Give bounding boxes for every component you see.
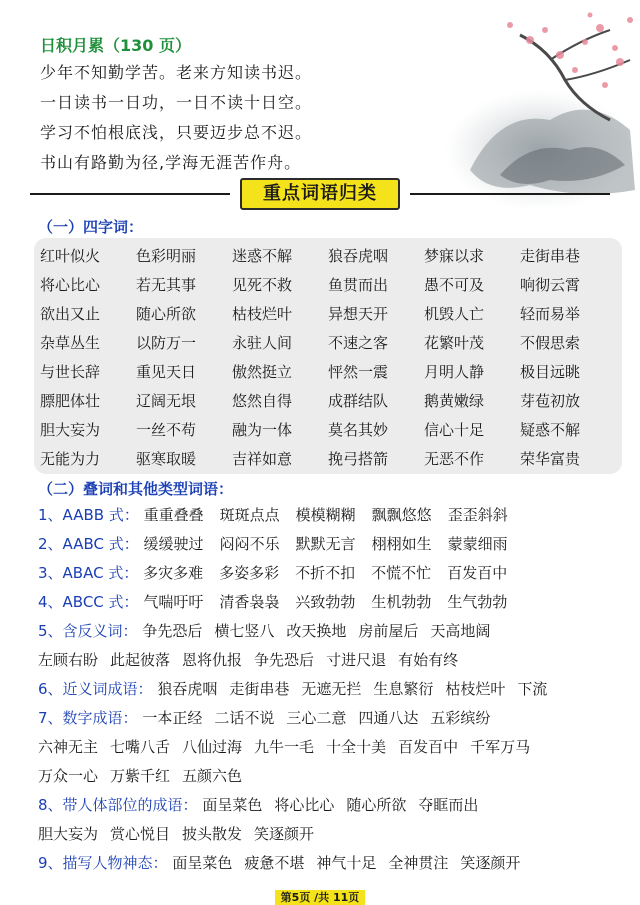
word: 信心十足 (424, 421, 485, 439)
word: 悠然自得 (232, 392, 293, 410)
word: 栩栩如生 (371, 535, 432, 553)
word: 面呈菜色 (202, 796, 263, 814)
banner-divider-left (30, 193, 230, 195)
word: 枯枝烂叶 (232, 305, 293, 323)
word: 赏心悦目 (110, 825, 171, 843)
word: 此起彼落 (110, 651, 171, 669)
category-antonym-cont (38, 646, 618, 675)
word: 成群结队 (328, 392, 389, 410)
word: 寸进尺退 (326, 651, 387, 669)
word: 清香袅袅 (219, 593, 280, 611)
word: 九牛一毛 (254, 738, 315, 756)
four-char-words-grid (40, 242, 620, 474)
word: 重重叠叠 (143, 506, 204, 524)
word-categories (38, 501, 618, 878)
word: 杂草丛生 (40, 334, 101, 352)
word: 轻而易举 (520, 305, 581, 323)
poem-line: 书山有路勤为径,学海无涯苦作舟。 (40, 153, 302, 172)
category-numbers-cont2 (38, 762, 618, 791)
word: 多姿多彩 (219, 564, 280, 582)
category-label: 6、近义词成语： (38, 680, 153, 698)
word: 不假思索 (520, 334, 581, 352)
word: 迷惑不解 (232, 247, 293, 265)
category-label: 2、AABC 式： (38, 535, 139, 553)
word: 天高地阔 (430, 622, 491, 640)
word: 恩将仇报 (182, 651, 243, 669)
section2-title: （二）叠词和其他类型词语： (38, 480, 234, 498)
word: 闷闷不乐 (219, 535, 280, 553)
word: 横七竖八 (214, 622, 275, 640)
word: 有始有终 (398, 651, 459, 669)
category-synonym (38, 675, 618, 704)
word: 面呈菜色 (172, 854, 233, 872)
word-row (40, 387, 620, 416)
word: 多灾多难 (143, 564, 204, 582)
word: 不折不扣 (295, 564, 356, 582)
word: 飘飘悠悠 (371, 506, 432, 524)
word: 披头散发 (182, 825, 243, 843)
word: 五彩缤纷 (430, 709, 491, 727)
category-abcc (38, 588, 618, 617)
word: 疲惫不堪 (244, 854, 305, 872)
word: 二话不说 (214, 709, 275, 727)
word: 万紫千红 (110, 767, 171, 785)
word: 走街串巷 (229, 680, 290, 698)
word: 怦然一震 (328, 363, 389, 381)
poem-title: 日积月累（130 页） (40, 36, 191, 55)
word: 芽苞初放 (520, 392, 581, 410)
word: 疑惑不解 (520, 421, 581, 439)
word: 气喘吁吁 (143, 593, 204, 611)
category-antonym (38, 617, 618, 646)
page-number: 第5页 /共 11页 (275, 890, 366, 905)
word: 膘肥体壮 (40, 392, 101, 410)
word: 愚不可及 (424, 276, 485, 294)
poem-line: 少年不知勤学苦。老来方知读书迟。 (40, 63, 313, 82)
word: 笑逐颜开 (254, 825, 315, 843)
word: 梦寐以求 (424, 247, 485, 265)
word: 见死不救 (232, 276, 293, 294)
word: 挽弓搭箭 (328, 450, 389, 468)
word: 随心所欲 (136, 305, 197, 323)
word: 不慌不忙 (371, 564, 432, 582)
banner-divider-right (410, 193, 610, 195)
word: 鹅黄嫩绿 (424, 392, 485, 410)
category-label: 3、ABAC 式： (38, 564, 139, 582)
category-aabc (38, 530, 618, 559)
word-row (40, 329, 620, 358)
word: 无能为力 (40, 450, 101, 468)
category-label: 8、带人体部位的成语： (38, 796, 198, 814)
word: 随心所欲 (346, 796, 407, 814)
category-label: 5、含反义词： (38, 622, 138, 640)
word: 蒙蒙细雨 (447, 535, 508, 553)
category-numbers-cont (38, 733, 618, 762)
category-body-parts-cont (38, 820, 618, 849)
word: 色彩明丽 (136, 247, 197, 265)
word: 默默无言 (295, 535, 356, 553)
word: 争先恐后 (142, 622, 203, 640)
word-row (40, 445, 620, 474)
word: 生息繁衍 (373, 680, 434, 698)
word: 全神贯注 (388, 854, 449, 872)
word: 百发百中 (398, 738, 459, 756)
word: 八仙过海 (182, 738, 243, 756)
word: 神气十足 (316, 854, 377, 872)
word: 枯枝烂叶 (445, 680, 506, 698)
word-row (40, 358, 620, 387)
word: 吉祥如意 (232, 450, 293, 468)
word: 走街串巷 (520, 247, 581, 265)
word: 永驻人间 (232, 334, 293, 352)
word: 荣华富贵 (520, 450, 581, 468)
word: 十全十美 (326, 738, 387, 756)
word: 生机勃勃 (371, 593, 432, 611)
word-row (40, 271, 620, 300)
word: 胆大妄为 (38, 825, 99, 843)
word: 模模糊糊 (295, 506, 356, 524)
word: 重见天日 (136, 363, 197, 381)
word: 三心二意 (286, 709, 347, 727)
word: 七嘴八舌 (110, 738, 171, 756)
word: 无恶不作 (424, 450, 485, 468)
word: 夺眶而出 (418, 796, 479, 814)
word: 月明人静 (424, 363, 485, 381)
daily-accumulation-poem (40, 34, 440, 178)
word: 万众一心 (38, 767, 99, 785)
word: 若无其事 (136, 276, 197, 294)
word-row (40, 300, 620, 329)
word: 歪歪斜斜 (447, 506, 508, 524)
word: 与世长辞 (40, 363, 101, 381)
word: 一丝不苟 (136, 421, 197, 439)
word: 异想天开 (328, 305, 389, 323)
word: 以防万一 (136, 334, 197, 352)
word: 争先恐后 (254, 651, 315, 669)
page-footer (0, 886, 640, 905)
word: 红叶似火 (40, 247, 101, 265)
category-label: 4、ABCC 式： (38, 593, 139, 611)
word: 融为一体 (232, 421, 293, 439)
word: 将心比心 (40, 276, 101, 294)
section-banner-row (30, 178, 610, 210)
word: 傲然挺立 (232, 363, 293, 381)
word: 胆大妄为 (40, 421, 101, 439)
word: 千军万马 (470, 738, 531, 756)
word: 百发百中 (447, 564, 508, 582)
word: 狼吞虎咽 (328, 247, 389, 265)
word: 响彻云霄 (520, 276, 581, 294)
word: 生气勃勃 (447, 593, 508, 611)
word: 五颜六色 (182, 767, 243, 785)
word: 六神无主 (38, 738, 99, 756)
word: 一本正经 (142, 709, 203, 727)
word: 不速之客 (328, 334, 389, 352)
word: 驱寒取暖 (136, 450, 197, 468)
word: 笑逐颜开 (460, 854, 521, 872)
word: 狼吞虎咽 (157, 680, 218, 698)
word: 斑斑点点 (219, 506, 280, 524)
category-abac (38, 559, 618, 588)
word: 缓缓驶过 (143, 535, 204, 553)
category-body-parts (38, 791, 618, 820)
word: 四通八达 (358, 709, 419, 727)
category-label: 1、AABB 式： (38, 506, 139, 524)
word: 无遮无拦 (301, 680, 362, 698)
word: 下流 (517, 680, 548, 698)
word-row (40, 242, 620, 271)
category-label: 9、描写人物神态： (38, 854, 168, 872)
word-row (40, 416, 620, 445)
word: 辽阔无垠 (136, 392, 197, 410)
word: 左顾右盼 (38, 651, 99, 669)
poem-line: 学习不怕根底浅，只要迈步总不迟。 (40, 123, 313, 142)
word: 鱼贯而出 (328, 276, 389, 294)
category-label: 7、数字成语： (38, 709, 138, 727)
word: 房前屋后 (358, 622, 419, 640)
word: 莫名其妙 (328, 421, 389, 439)
word: 花繁叶茂 (424, 334, 485, 352)
word: 极目远眺 (520, 363, 581, 381)
word: 将心比心 (274, 796, 335, 814)
section-banner: 重点词语归类 (240, 178, 400, 210)
word: 改天换地 (286, 622, 347, 640)
category-numbers (38, 704, 618, 733)
word: 兴致勃勃 (295, 593, 356, 611)
section1-title: （一）四字词： (38, 218, 144, 236)
word: 机毁人亡 (424, 305, 485, 323)
word: 欲出又止 (40, 305, 101, 323)
poem-line: 一日读书一日功，一日不读十日空。 (40, 93, 313, 112)
category-expression (38, 849, 618, 878)
category-aabb (38, 501, 618, 530)
